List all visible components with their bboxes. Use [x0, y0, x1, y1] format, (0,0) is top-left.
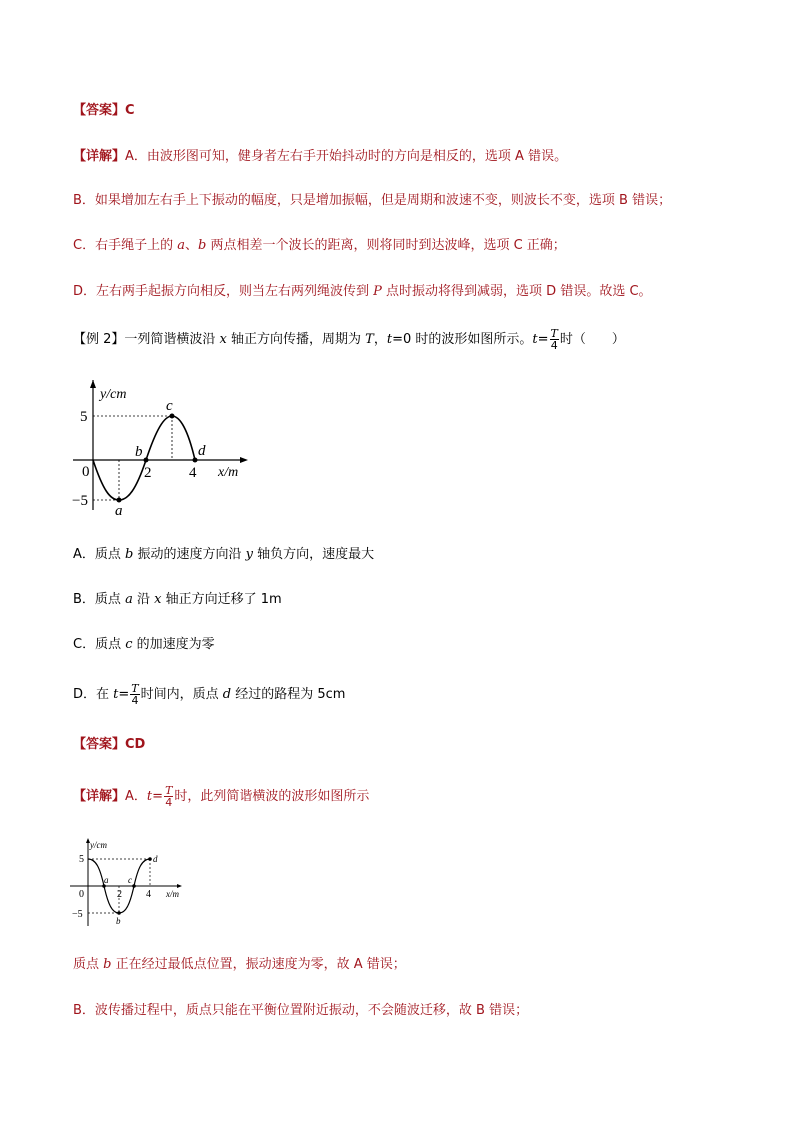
answer-1 [73, 101, 135, 121]
variable: a [177, 238, 185, 253]
option-a: A．质点 b 振动的速度方向沿 y 轴负方向，速度最大 [73, 547, 375, 562]
detail-label: 【详解】 [73, 789, 126, 804]
detail-text: C．右手绳子上的 [73, 238, 178, 253]
detail-text: 点时振动将得到减弱，选项 D 错误。故选 C。 [381, 284, 652, 299]
point-d-label: d [198, 443, 206, 459]
variable: b [198, 238, 207, 253]
question-text: = [537, 332, 549, 347]
detail-2-b-point: 质点 b 正在经过最低点位置，振动速度为零，故 A 错误； [73, 957, 406, 972]
answer-value: C [125, 103, 135, 118]
y-tick-5: 5 [80, 409, 88, 425]
variable: x [154, 592, 162, 607]
option-b: B．质点 a 沿 x 轴正方向迁移了 1m [73, 592, 282, 607]
point-b-label: b [135, 444, 143, 460]
variable: c [125, 637, 133, 652]
option-d: D．在 t= $\frac{T}{4}$ 时间内，质点 d 经过的路程为 5cm [73, 682, 346, 707]
detail-1-b [73, 191, 671, 211]
variable: y [245, 547, 253, 562]
wave-graph-1 [68, 380, 258, 520]
point-c-label: c [166, 398, 173, 414]
question-text: ， [373, 332, 387, 347]
x-axis-label: x/m [218, 465, 239, 480]
variable: P [373, 284, 382, 299]
detail-2-a: 【详解】A．t= $\frac{T}{4}$ 时，此列简谐横波的波形如图所示 [73, 784, 370, 809]
detail-1-a [73, 147, 567, 167]
detail-1-c [73, 236, 566, 256]
wave-graph-2 [66, 838, 188, 928]
point-c-label: c [128, 875, 132, 885]
detail-text: A．由波形图可知，健身者左右手开始抖动时的方向是相反的，选项 A 错误。 [125, 149, 568, 164]
variable: a [125, 592, 133, 607]
point-b-label: b [116, 916, 121, 926]
point-d-label: d [153, 854, 158, 864]
answer-label: 【答案】 [73, 737, 126, 752]
detail-text: D．左右两手起振方向相反，则当左右两列绳波传到 [73, 284, 374, 299]
x-tick-2: 2 [117, 889, 122, 900]
answer-value: CD [125, 737, 146, 752]
y-tick-minus-5: −5 [72, 909, 83, 920]
detail-1-d [73, 282, 652, 302]
variable: t [532, 332, 538, 347]
option-c: C．质点 c 的加速度为零 [73, 637, 215, 652]
y-axis-label: y/cm [100, 387, 127, 402]
y-tick-5: 5 [79, 854, 84, 865]
variable: d [222, 687, 232, 702]
x-tick-2: 2 [144, 465, 152, 481]
fraction: $\frac{T}{4}$ [550, 327, 558, 352]
detail-text: 、 [184, 238, 198, 253]
variable: b [125, 547, 134, 562]
question-text: 时（ ） [559, 332, 625, 347]
point-a-label: a [115, 503, 123, 519]
detail-label: 【详解】 [73, 149, 126, 164]
example-label: 【例 2】 [73, 332, 125, 347]
x-tick-4: 4 [146, 889, 151, 900]
x-tick-0: 0 [79, 889, 84, 900]
fraction: $\frac{T}{4}$ [131, 682, 139, 707]
variable: t [146, 789, 153, 804]
detail-text: B．如果增加左右手上下振动的幅度，只是增加振幅，但是周期和波速不变，则波长不变，选项 B 错误； [73, 193, 672, 208]
x-axis-label: x/m [166, 889, 179, 899]
variable: t [113, 687, 119, 702]
x-tick-4: 4 [189, 465, 197, 481]
variable: x [219, 332, 227, 347]
fraction: $\frac{T}{4}$ [165, 784, 173, 809]
detail-2-b: B．波传播过程中，质点只能在平衡位置附近振动，不会随波迁移，故 B 错误； [73, 1003, 529, 1018]
x-tick-0: 0 [82, 464, 90, 480]
variable: t [386, 332, 393, 347]
question-text: 轴正方向传播，周期为 [226, 332, 366, 347]
detail-text: 两点相差一个波长的距离，则将同时到达波峰，选项 C 正确； [206, 238, 566, 253]
example-2-question [73, 328, 625, 351]
answer-label: 【答案】 [73, 103, 126, 118]
question-text: =0 时的波形如图所示。 [392, 332, 533, 347]
question-text: 一列简谐横波沿 [124, 332, 220, 347]
y-axis-label: y/cm [90, 840, 107, 850]
point-a-label: a [104, 875, 109, 885]
variable: T [365, 332, 374, 347]
variable: b [103, 957, 112, 972]
answer-2 [73, 735, 145, 755]
y-tick-minus-5: −5 [72, 493, 88, 509]
